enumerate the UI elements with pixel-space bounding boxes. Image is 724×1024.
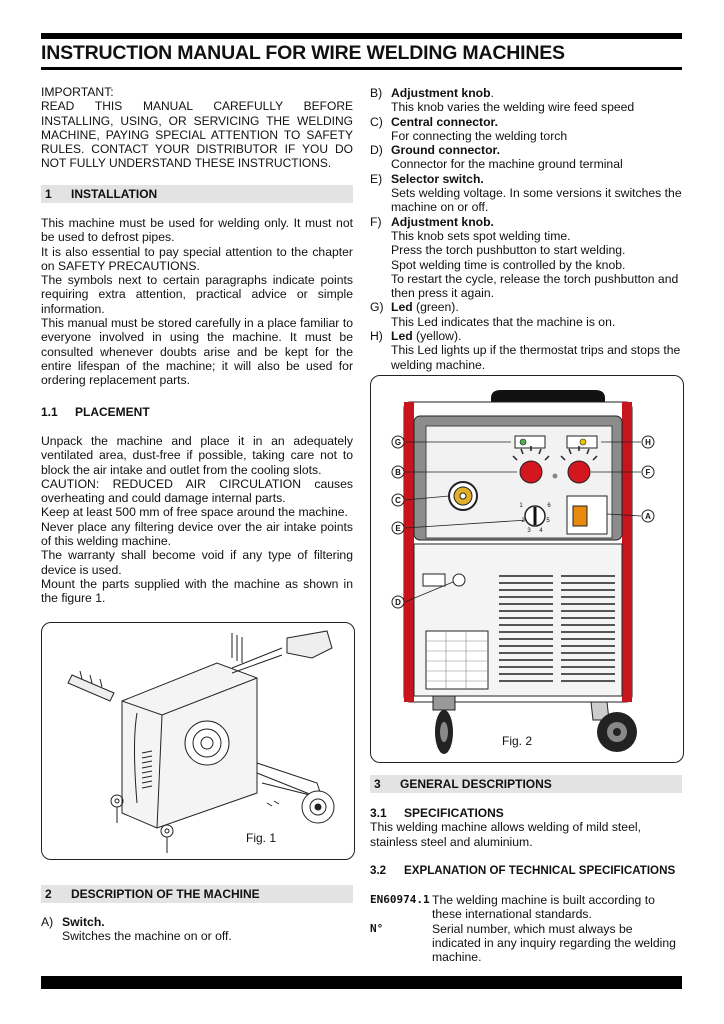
item-label: D) — [370, 143, 383, 158]
paragraph: Mount the parts supplied with the machine as shown in the figure 1. — [41, 576, 353, 606]
callout-a: A — [645, 512, 651, 521]
section-1-1-header — [41, 405, 353, 419]
item-suffix: (yellow). — [412, 329, 462, 344]
item-a — [41, 915, 353, 944]
item-name: Adjustment knob. — [391, 214, 494, 229]
item-f — [370, 215, 684, 301]
section-3-1-title: SPECIFICATIONS — [404, 806, 504, 820]
section-3-2-header — [370, 864, 682, 878]
paragraph: This manual must be stored carefully in a place familiar to everyone involved in using the machine. It must be consulted whenever doubts arise and be kept for the entire lifespan of the machine; it will also be used for ordering replacement parts. — [41, 316, 353, 388]
section-1-1-number: 1.1 — [41, 405, 58, 419]
section-3-2-number: 3.2 — [370, 864, 387, 877]
spec-row — [370, 893, 682, 922]
spec-key: N° — [370, 921, 384, 935]
items-list — [370, 86, 684, 372]
item-suffix: . — [490, 86, 494, 100]
section-1-body — [41, 216, 353, 388]
item-label: F) — [370, 214, 382, 229]
item-name: Ground connector. — [391, 143, 501, 158]
callout-d: D — [395, 598, 401, 607]
selector-mark: 2 — [521, 518, 525, 524]
item-name: Adjustment knob — [391, 86, 491, 100]
spec-key: EN60974.1 — [370, 893, 430, 906]
section-3-title: GENERAL DESCRIPTIONS — [400, 777, 552, 791]
section-3-header — [370, 775, 682, 793]
item-e — [370, 172, 684, 215]
item-line: This Led indicates that the machine is on. — [391, 314, 616, 329]
spec-text: The welding machine is built according to these international standards. — [432, 893, 655, 922]
item-label: C) — [370, 114, 383, 129]
bottom-rule — [41, 976, 682, 989]
figure-2 — [370, 375, 684, 763]
spec-row — [370, 922, 682, 965]
paragraph: The symbols next to certain paragraphs indicate points requiring extra attention, practical advice or simple information. — [41, 273, 353, 316]
title-rule — [41, 67, 682, 70]
section-1-1-title: PLACEMENT — [75, 405, 150, 419]
callout-e: E — [395, 524, 401, 533]
important-heading: IMPORTANT: — [41, 85, 114, 99]
callout-g: G — [394, 438, 402, 447]
machine-front-panel-drawing — [371, 376, 683, 762]
item-line: Spot welding time is controlled by the knob. — [391, 257, 626, 272]
section-1-header — [41, 185, 353, 203]
machine-assembly-drawing — [42, 623, 354, 859]
callout-c: C — [395, 496, 401, 505]
section-2-header — [41, 885, 353, 903]
item-label: H) — [370, 329, 383, 344]
item-line: This Led lights up if the thermostat trips and stops the welding machine. — [391, 343, 681, 372]
paragraph: Unpack the machine and place it in an adequately ventilated area, dust-free if possible, taking care not to block the air intake and outlet from the cooling slots. — [41, 434, 353, 477]
paragraph: This welding machine allows welding of mild steel, stainless steel and aluminium. — [370, 820, 641, 849]
paragraph: Never place any filtering device over the air intake points of this welding machine. — [41, 519, 353, 549]
item-label: A) — [41, 915, 54, 929]
item-name: Selector switch. — [391, 171, 484, 186]
item-name: Switch. — [62, 915, 105, 929]
section-2-number: 2 — [45, 887, 52, 901]
section-3-1 — [370, 806, 682, 849]
top-rule — [41, 33, 682, 39]
paragraph: It is also essential to pay special attention to the chapter on SAFETY PRECAUTIONS. — [41, 244, 353, 273]
item-line: For connecting the welding torch — [391, 128, 568, 143]
section-1-1-body — [41, 434, 353, 606]
selector-mark: 5 — [546, 518, 550, 524]
section-3-2-title: EXPLANATION OF TECHNICAL SPECIFICATIONS — [404, 864, 676, 877]
section-3-number: 3 — [374, 777, 381, 791]
page-title: INSTRUCTION MANUAL FOR WIRE WELDING MACHINES — [41, 42, 565, 64]
callout-b: B — [395, 468, 401, 477]
item-line: Press the torch pushbutton to start welding. — [391, 243, 626, 258]
spec-list — [370, 893, 682, 964]
spec-text: Serial number, which must always be indicated in any inquiry regarding the welding machine. — [432, 921, 676, 965]
item-label: E) — [370, 171, 383, 186]
paragraph: CAUTION: REDUCED AIR CIRCULATION causes overheating and could damage internal parts. — [41, 476, 353, 506]
item-line: Sets welding voltage. In some versions it switches the machine on or off. — [391, 186, 682, 215]
important-block — [41, 85, 353, 171]
item-line: This knob varies the welding wire feed speed — [391, 100, 635, 115]
item-line: Connector for the machine ground terminal — [391, 157, 623, 172]
item-h — [370, 329, 684, 372]
item-label: G) — [370, 300, 384, 315]
item-c — [370, 115, 684, 144]
figure-1-caption: Fig. 1 — [246, 831, 277, 845]
paragraph: This machine must be used for welding only. It must not be used to defrost pipes. — [41, 216, 353, 245]
figure-1 — [41, 622, 355, 860]
item-b — [370, 86, 684, 115]
item-name: Central connector. — [391, 114, 499, 129]
item-line: Switches the machine on or off. — [62, 929, 232, 944]
item-d — [370, 143, 684, 172]
selector-mark: 6 — [547, 503, 551, 509]
paragraph: The warranty shall become void if any type of filtering device is used. — [41, 548, 353, 577]
item-name: Led — [391, 300, 413, 315]
item-g — [370, 300, 684, 329]
section-1-number: 1 — [45, 187, 52, 201]
section-3-1-number: 3.1 — [370, 806, 387, 820]
selector-mark: 1 — [519, 503, 523, 509]
section-1-title: INSTALLATION — [71, 187, 158, 201]
item-label: B) — [370, 86, 383, 100]
paragraph: Keep at least 500 mm of free space around the machine. — [41, 505, 348, 520]
figure-2-caption: Fig. 2 — [502, 734, 533, 748]
item-suffix: (green). — [412, 300, 459, 315]
item-name: Led — [391, 329, 413, 344]
section-2-title: DESCRIPTION OF THE MACHINE — [71, 887, 260, 901]
selector-mark: 4 — [539, 528, 543, 534]
callout-h: H — [645, 438, 651, 447]
callout-f: F — [645, 468, 651, 477]
selector-mark: 3 — [527, 528, 531, 534]
item-line: To restart the cycle, release the torch pushbutton and then press it again. — [391, 271, 679, 301]
important-text: READ THIS MANUAL CAREFULLY BEFORE INSTALLING, USING, OR SERVICING THE WELDING MACHINE, PAYING SPECIAL ATTENTION TO SAFETY RULES. CONTACT YOUR DISTRIBUTOR IF YOU DO NOT FULLY UNDERSTAND THESE INSTRUCTIONS. — [41, 99, 353, 171]
item-line: This knob sets spot welding time. — [391, 228, 571, 243]
